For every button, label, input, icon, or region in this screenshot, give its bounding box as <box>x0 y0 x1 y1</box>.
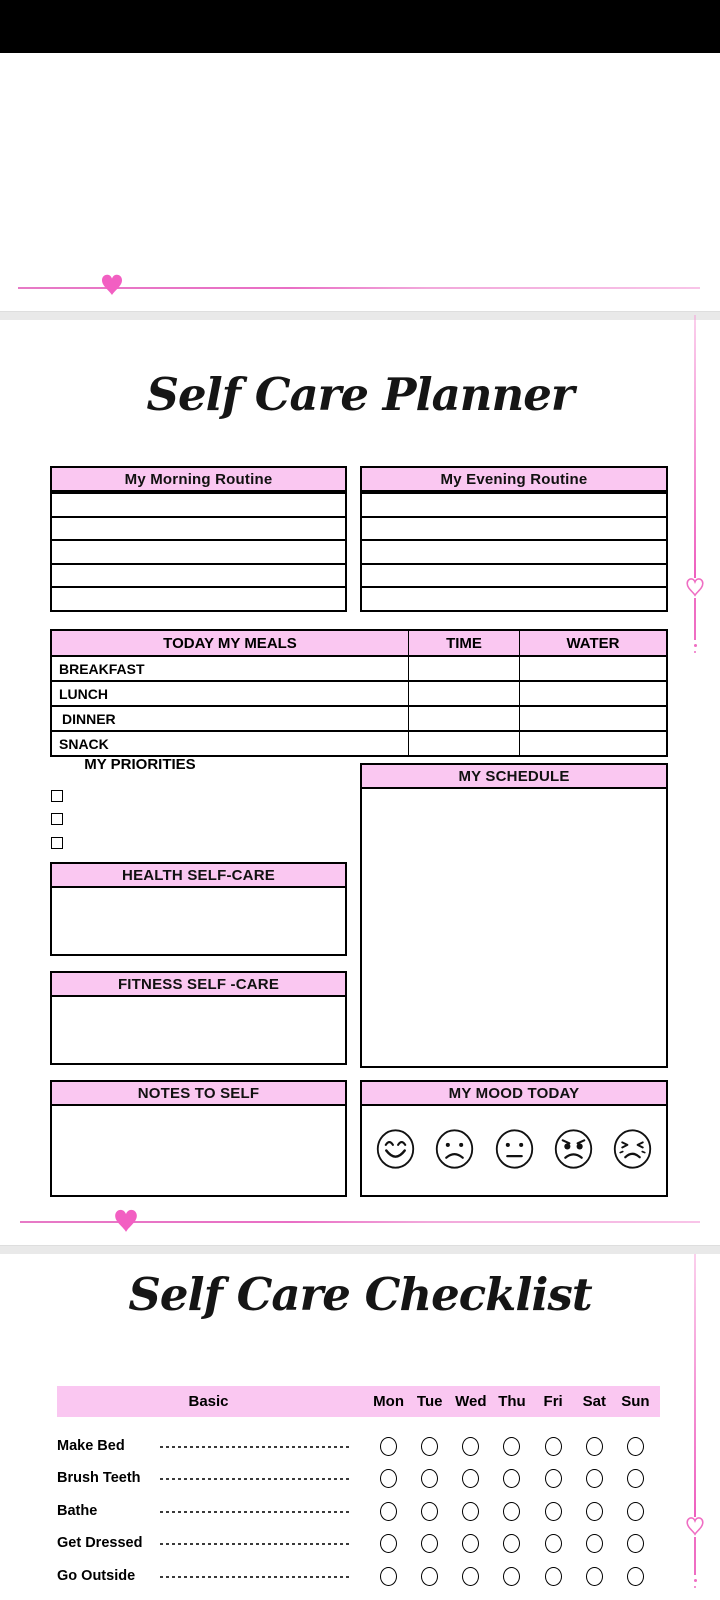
checklist-row-go-outside <box>57 1561 660 1591</box>
health-selfcare-header: HEALTH SELF-CARE <box>52 864 345 888</box>
meal-time-cell[interactable] <box>408 657 519 680</box>
day-header-thu: Thu <box>498 1393 526 1410</box>
dashed-leader <box>160 1511 352 1513</box>
notes-header: NOTES TO SELF <box>52 1082 345 1106</box>
planner-title: Self Care Planner <box>146 368 574 421</box>
day-circle[interactable] <box>545 1567 562 1586</box>
day-circle[interactable] <box>421 1534 438 1553</box>
checklist-item-label: Make Bed <box>57 1438 125 1454</box>
dashed-leader <box>160 1446 352 1448</box>
morning-routine-table <box>50 466 347 612</box>
day-circle[interactable] <box>421 1469 438 1488</box>
routine-row[interactable] <box>362 563 666 587</box>
schedule-header: MY SCHEDULE <box>362 765 666 789</box>
day-circle[interactable] <box>503 1502 520 1521</box>
day-check-circles <box>368 1463 656 1493</box>
meal-time-cell[interactable] <box>408 707 519 730</box>
routine-row[interactable] <box>52 516 345 540</box>
routine-row[interactable] <box>52 586 345 610</box>
meal-label: LUNCH <box>59 685 108 702</box>
day-circle[interactable] <box>380 1567 397 1586</box>
checklist-item-label: Brush Teeth <box>57 1470 141 1486</box>
meal-time-cell[interactable] <box>408 732 519 755</box>
fitness-selfcare-body[interactable] <box>52 997 345 1087</box>
day-circle[interactable] <box>627 1567 644 1586</box>
day-circle[interactable] <box>421 1567 438 1586</box>
health-selfcare-body[interactable] <box>52 888 345 978</box>
day-circle[interactable] <box>462 1469 479 1488</box>
mood-crying-icon[interactable] <box>612 1128 653 1170</box>
day-circle[interactable] <box>586 1534 603 1553</box>
day-check-circles <box>368 1496 656 1526</box>
notes-box <box>50 1080 347 1197</box>
routine-row[interactable] <box>52 563 345 587</box>
day-header-wed: Wed <box>455 1393 487 1410</box>
day-circle[interactable] <box>503 1534 520 1553</box>
heart-icon <box>100 272 124 298</box>
checklist-item-label: Go Outside <box>57 1568 136 1584</box>
checklist-row-bathe <box>57 1496 660 1526</box>
checklist-row-brush-teeth <box>57 1463 660 1493</box>
day-header-sun: Sun <box>621 1393 650 1410</box>
meal-row-snack <box>52 730 666 755</box>
day-header-fri: Fri <box>543 1393 563 1410</box>
meal-label: DINNER <box>62 710 116 727</box>
priority-checkbox[interactable] <box>51 813 63 825</box>
day-check-circles <box>368 1528 656 1558</box>
day-check-circles <box>368 1561 656 1591</box>
schedule-body[interactable] <box>362 789 666 1090</box>
day-circle[interactable] <box>503 1567 520 1586</box>
notes-body[interactable] <box>52 1106 345 1219</box>
evening-routine-table <box>360 466 668 612</box>
day-circle[interactable] <box>462 1437 479 1456</box>
day-circle[interactable] <box>380 1534 397 1553</box>
day-circle[interactable] <box>462 1502 479 1521</box>
day-circle[interactable] <box>586 1567 603 1586</box>
top-black-bar <box>0 0 720 53</box>
day-circle[interactable] <box>627 1502 644 1521</box>
dashed-leader <box>160 1543 352 1545</box>
day-circle[interactable] <box>627 1437 644 1456</box>
meal-label: SNACK <box>59 735 109 752</box>
routine-row[interactable] <box>362 516 666 540</box>
mood-header: MY MOOD TODAY <box>362 1082 666 1106</box>
meals-header-row <box>52 631 666 655</box>
priority-checkbox[interactable] <box>51 837 63 849</box>
day-header-mon: Mon <box>373 1393 404 1410</box>
day-circle[interactable] <box>421 1437 438 1456</box>
meal-time-cell[interactable] <box>408 682 519 705</box>
checklist-day-headers <box>368 1386 656 1417</box>
day-circle[interactable] <box>586 1469 603 1488</box>
meal-row-lunch <box>52 680 666 705</box>
checklist-item-label: Get Dressed <box>57 1535 143 1551</box>
day-circle[interactable] <box>545 1534 562 1553</box>
meals-time-header: TIME <box>408 631 519 655</box>
meal-row-dinner <box>52 705 666 730</box>
checklist-header-band <box>57 1386 660 1417</box>
priority-checkbox[interactable] <box>51 790 63 802</box>
mood-neutral-icon[interactable] <box>494 1128 535 1170</box>
day-circle[interactable] <box>462 1534 479 1553</box>
heart-outline-icon <box>684 576 706 598</box>
routine-row[interactable] <box>52 492 345 516</box>
page-gap <box>0 311 720 320</box>
meals-table <box>50 629 668 757</box>
meal-label: BREAKFAST <box>59 660 145 677</box>
checklist-category-header: Basic <box>188 1393 229 1410</box>
dashed-leader <box>160 1576 352 1578</box>
health-selfcare-box <box>50 862 347 956</box>
side-heart-ornament <box>684 315 706 655</box>
routine-row[interactable] <box>52 539 345 563</box>
day-circle[interactable] <box>503 1437 520 1456</box>
day-circle[interactable] <box>586 1437 603 1456</box>
dashed-leader <box>160 1478 352 1480</box>
day-circle[interactable] <box>627 1469 644 1488</box>
mood-options-row <box>362 1106 666 1192</box>
day-circle[interactable] <box>462 1567 479 1586</box>
side-heart-ornament <box>684 1254 706 1594</box>
meal-water-cell[interactable] <box>519 707 666 730</box>
checklist-row-get-dressed <box>57 1528 660 1558</box>
meals-title: TODAY MY MEALS <box>52 631 408 655</box>
schedule-box <box>360 763 668 1068</box>
day-circle[interactable] <box>545 1469 562 1488</box>
day-circle[interactable] <box>503 1469 520 1488</box>
day-circle[interactable] <box>380 1437 397 1456</box>
page-gap <box>0 1245 720 1254</box>
day-circle[interactable] <box>586 1502 603 1521</box>
priorities-title: MY PRIORITIES <box>84 756 196 773</box>
morning-routine-header: My Morning Routine <box>52 468 345 492</box>
meal-water-cell[interactable] <box>519 682 666 705</box>
fitness-selfcare-header: FITNESS SELF -CARE <box>52 973 345 997</box>
routine-row[interactable] <box>362 492 666 516</box>
day-circle[interactable] <box>380 1502 397 1521</box>
day-circle[interactable] <box>545 1502 562 1521</box>
meal-row-breakfast <box>52 655 666 680</box>
meal-water-cell[interactable] <box>519 732 666 755</box>
day-circle[interactable] <box>380 1469 397 1488</box>
mood-box <box>360 1080 668 1197</box>
mood-angry-icon[interactable] <box>553 1128 594 1170</box>
fitness-selfcare-box <box>50 971 347 1065</box>
day-header-sat: Sat <box>582 1393 606 1410</box>
evening-routine-header: My Evening Routine <box>362 468 666 492</box>
heart-icon <box>113 1207 139 1235</box>
routine-row[interactable] <box>362 539 666 563</box>
day-check-circles <box>368 1431 656 1461</box>
heart-outline-icon <box>684 1515 706 1537</box>
routine-row[interactable] <box>362 586 666 610</box>
meals-water-header: WATER <box>519 631 666 655</box>
mood-happy-icon[interactable] <box>375 1128 416 1170</box>
day-circle[interactable] <box>627 1534 644 1553</box>
day-circle[interactable] <box>421 1502 438 1521</box>
checklist-title: Self Care Checklist <box>128 1268 592 1321</box>
checklist-item-label: Bathe <box>57 1503 98 1519</box>
day-header-tue: Tue <box>416 1393 443 1410</box>
checklist-row-make-bed <box>57 1431 660 1461</box>
mood-sad-icon[interactable] <box>434 1128 475 1170</box>
day-circle[interactable] <box>545 1437 562 1456</box>
meal-water-cell[interactable] <box>519 657 666 680</box>
